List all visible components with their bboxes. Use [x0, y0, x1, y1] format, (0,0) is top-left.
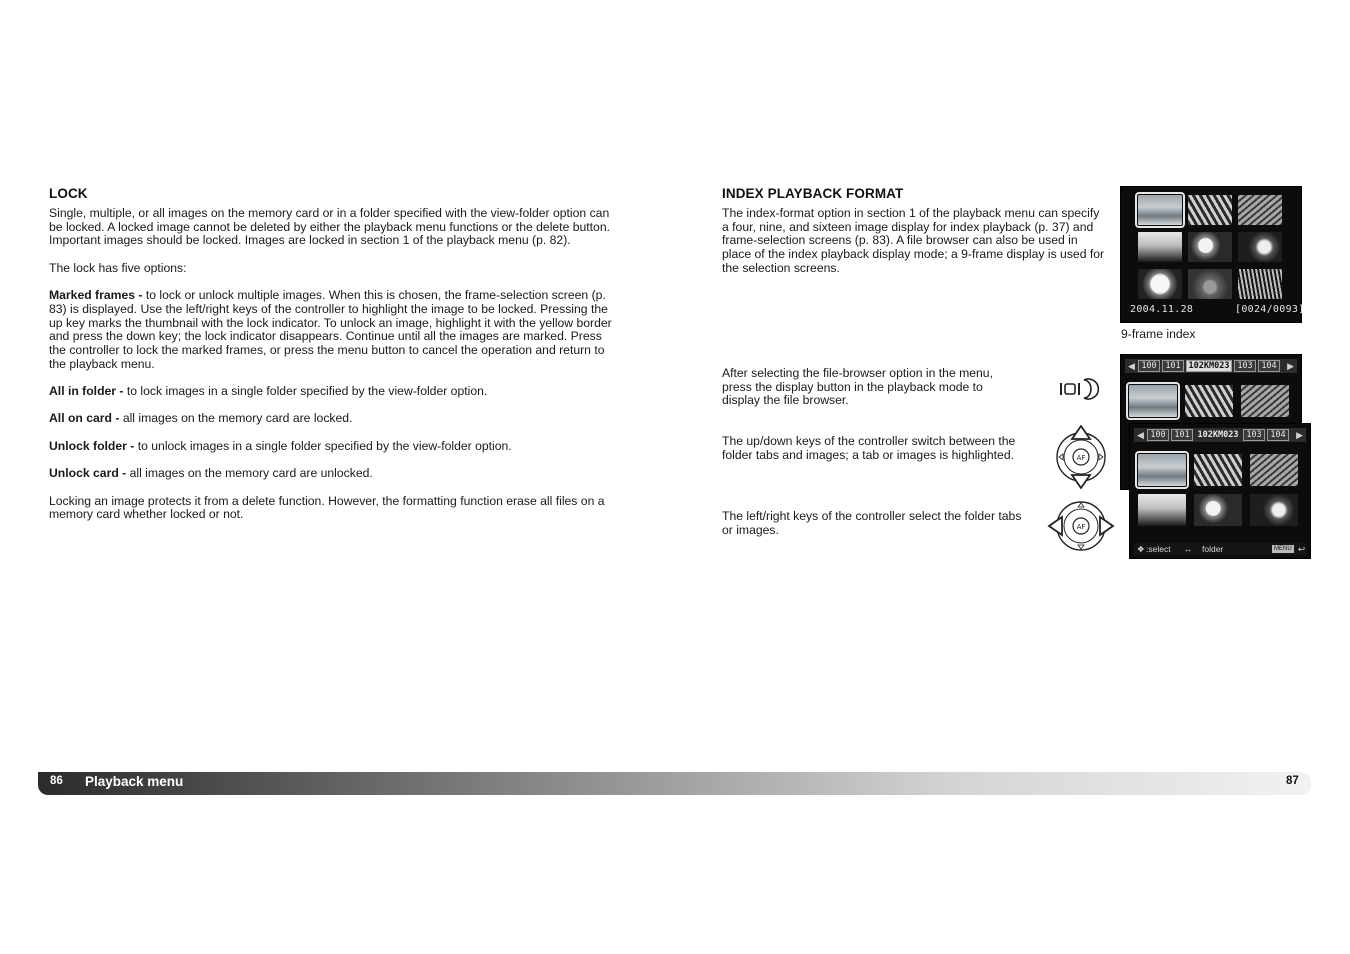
option-marked-frames: [49, 289, 619, 371]
folder-tab: 100: [1138, 360, 1160, 372]
chevron-right-icon: ▶: [1287, 361, 1294, 371]
lock-section: [49, 186, 619, 536]
step-up-down-keys: The up/down keys of the controller switch between the folder tabs and images; a tab or images is highlighted.: [722, 434, 1016, 462]
option-text: all images on the memory card are locked.: [119, 411, 353, 426]
return-icon: ↩: [1298, 544, 1306, 554]
thumbnail: [1138, 232, 1182, 262]
status-select: :select: [1146, 544, 1171, 554]
file-browser-screen: [1129, 423, 1311, 559]
thumbnail-selected: [1129, 385, 1177, 417]
controller-icon: ❖: [1137, 544, 1145, 554]
index-counter: [0024/0093]: [1235, 304, 1305, 315]
section-title: Playback menu: [85, 774, 184, 789]
controller-left-right-icon: [1047, 499, 1115, 553]
folder-tab-bar: [1134, 428, 1306, 442]
controller-center-label: AF: [1076, 523, 1086, 531]
thumbnail: [1241, 385, 1289, 417]
option-unlock-folder: [49, 440, 619, 454]
page-number-left: 86: [50, 775, 63, 787]
step-left-right-keys: The left/right keys of the controller select the folder tabs or images.: [722, 509, 1022, 537]
controller-up-down-icon: [1054, 425, 1108, 489]
thumbnail: [1138, 494, 1186, 526]
folder-tab-bar: [1125, 359, 1297, 373]
option-text: all images on the memory card are unlocked.: [126, 466, 373, 481]
folder-tab: 103: [1234, 360, 1256, 372]
thumbnail: [1188, 232, 1232, 262]
browser-status-bar: [1134, 543, 1306, 555]
status-folder: folder: [1202, 544, 1224, 554]
chevron-left-icon: ◀: [1137, 430, 1144, 440]
folder-tab: 100: [1147, 429, 1169, 441]
option-text: to lock or unlock multiple images. When this is chosen, the frame-selection screen (p. 83) is displayed. Use the left/right keys of the controller to highlight the image to be locked. Pressing the up key marks the thumbnail with the lock indicator. To unlock an image, highlight it with the yellow border and press the down key; the lock indicator disappears. Continue until all the images are marked. Press the controller to lock the marked frames, or press the menu button to cancel the operation and return to the playback menu.: [49, 288, 612, 371]
step-display-button: After selecting the file-browser option in the menu, press the display button in the playback mode to display the file browser.: [722, 366, 993, 408]
option-text: to lock images in a single folder specified by the view-folder option.: [123, 384, 488, 399]
nine-frame-index-screen: [1120, 186, 1305, 323]
option-text: to unlock images in a single folder specified by the view-folder option.: [134, 438, 512, 453]
lock-options-intro: The lock has five options:: [49, 260, 187, 275]
thumbnail: [1238, 232, 1282, 262]
menu-badge: MENU: [1274, 546, 1292, 552]
lock-intro: Single, multiple, or all images on the memory card or in a folder specified with the view-folder option can be locked. A locked image cannot be deleted by either the playback menu functions or the delete button. Important images should be locked. Images are locked in section 1 of the playback menu (p. 82).: [49, 206, 610, 248]
thumbnail: [1188, 195, 1232, 225]
option-all-in-folder: [49, 385, 619, 399]
thumbnail: [1238, 195, 1282, 225]
index-intro: The index-format option in section 1 of the playback menu can specify a four, nine, and sixteen image display for index playback (p. 37) and frame-selection screens (p. 83). A file browser can also be used in place of the index playback display mode; a 9-frame display is used for the selection screens.: [722, 206, 1105, 275]
folder-tab-active: 102KM023: [1195, 429, 1241, 441]
thumbnail-selected: [1138, 454, 1186, 486]
option-label: All on card -: [49, 411, 120, 426]
folder-tab: 104: [1258, 360, 1280, 372]
thumbnail: [1238, 269, 1282, 299]
index-caption: 9-frame index: [1121, 327, 1196, 341]
page-number-right: 87: [1286, 775, 1299, 787]
display-button-icon: [1057, 376, 1105, 402]
folder-tab: 101: [1171, 429, 1193, 441]
thumbnail: [1250, 454, 1298, 486]
folder-tab: 101: [1162, 360, 1184, 372]
left-right-arrow-icon: ↔: [1184, 544, 1193, 554]
index-heading: INDEX PLAYBACK FORMAT: [722, 186, 904, 201]
chevron-right-icon: ▶: [1296, 430, 1303, 440]
thumbnail-selected: [1138, 195, 1182, 225]
chevron-left-icon: ◀: [1128, 361, 1135, 371]
option-label: Unlock card -: [49, 466, 127, 481]
option-label: Unlock folder -: [49, 438, 135, 453]
footer-bar: [38, 772, 1311, 795]
folder-tab-active: 102KM023: [1186, 360, 1232, 372]
lock-closing: Locking an image protects it from a delete function. However, the formatting function erase all files on a memory card whether locked or not.: [49, 493, 605, 522]
option-label: Marked frames -: [49, 288, 143, 303]
controller-center-label: AF: [1076, 454, 1086, 462]
thumbnail: [1185, 385, 1233, 417]
option-all-on-card: [49, 412, 619, 426]
option-label: All in folder -: [49, 384, 124, 399]
thumbnail: [1138, 269, 1182, 299]
lock-heading: LOCK: [49, 186, 88, 201]
folder-tab: 104: [1267, 429, 1289, 441]
thumbnail: [1194, 454, 1242, 486]
thumbnail: [1250, 494, 1298, 526]
thumbnail: [1194, 494, 1242, 526]
thumbnail: [1188, 269, 1232, 299]
index-date: 2004.11.28: [1130, 304, 1194, 315]
folder-tab: 103: [1243, 429, 1265, 441]
index-format-section: [722, 186, 1107, 276]
option-unlock-card: [49, 467, 619, 481]
